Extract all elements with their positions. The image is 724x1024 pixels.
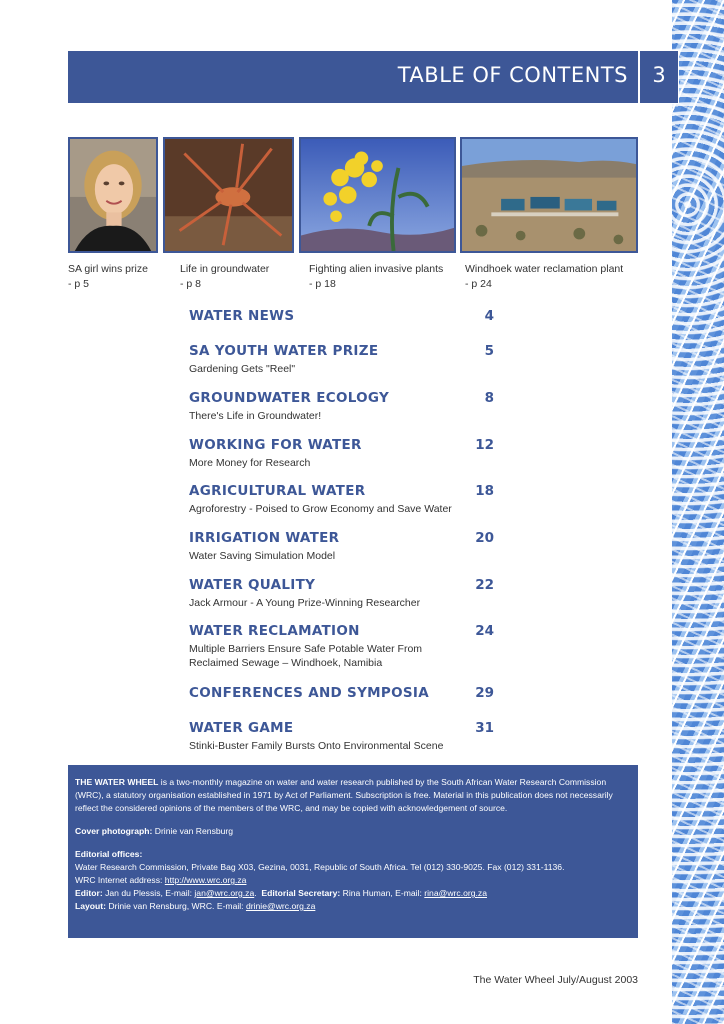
footer-issue: The Water Wheel July/August 2003 <box>473 974 638 986</box>
toc-entry[interactable] <box>189 530 494 563</box>
toc-entry[interactable] <box>189 437 494 470</box>
toc-subtitle: Multiple Barriers Ensure Safe Potable Water From Reclaimed Sewage – Windhoek, Namibia <box>189 643 423 669</box>
photo-caption: Life in groundwater - p 8 <box>180 263 270 290</box>
toc-entry[interactable] <box>189 390 494 423</box>
magazine-name: THE WATER WHEEL <box>75 777 159 787</box>
toc-title: WATER RECLAMATION <box>189 623 360 639</box>
toc-page: 31 <box>475 720 494 736</box>
internet-line: WRC Internet address: http://www.wrc.org.za <box>75 875 247 885</box>
toc-entry[interactable] <box>189 343 494 376</box>
toc-entry[interactable] <box>189 483 494 516</box>
toc-subtitle: Water Saving Simulation Model <box>189 550 336 562</box>
toc-subtitle: There's Life in Groundwater! <box>189 410 322 422</box>
toc-entry[interactable] <box>189 308 494 324</box>
toc-title: GROUNDWATER ECOLOGY <box>189 390 390 406</box>
cover-credit: Cover photograph: Drinie van Rensburg <box>75 826 234 836</box>
toc-page: 8 <box>484 390 494 406</box>
page-number-box <box>640 51 678 103</box>
offices-address: Water Research Commission, Private Bag X03, Gezina, 0031, Republic of South Africa. Tel (012) 330-9025. Fax (012) 331-1136. <box>75 862 565 872</box>
toc-entry[interactable] <box>189 720 494 753</box>
toc-subtitle: Gardening Gets "Reel" <box>189 363 296 375</box>
photo-invasive-plant <box>299 137 456 253</box>
header-bar <box>68 51 638 103</box>
toc-subtitle: Agroforestry - Poised to Grow Economy and Save Water <box>189 503 452 515</box>
photo-caption: SA girl wins prize - p 5 <box>68 263 148 290</box>
toc-page: 18 <box>475 483 494 499</box>
editor-line: Editor: Jan du Plessis, E-mail: jan@wrc.org.za. Editorial Secretary: Rina Human, E-mail: rina@wrc.org.za <box>75 888 487 898</box>
toc-subtitle: Jack Armour - A Young Prize-Winning Researcher <box>189 597 421 609</box>
editor-email-link[interactable]: jan@wrc.org.za <box>194 888 255 898</box>
photo-caption: Fighting alien invasive plants - p 18 <box>309 263 444 290</box>
water-texture-strip <box>672 0 724 1024</box>
toc-title: WATER NEWS <box>189 308 295 324</box>
toc-title: IRRIGATION WATER <box>189 530 340 546</box>
photo-windhoek-plant <box>460 137 638 253</box>
layout-email-link[interactable]: drinie@wrc.org.za <box>245 901 316 911</box>
toc-entry[interactable] <box>189 623 494 670</box>
toc-page: 12 <box>475 437 494 453</box>
toc-title: WATER QUALITY <box>189 577 316 593</box>
offices-label: Editorial offices: <box>75 849 143 859</box>
page-title: TABLE OF CONTENTS <box>397 63 628 87</box>
photo-groundwater-creature <box>163 137 294 253</box>
toc-page: 5 <box>484 343 494 359</box>
secretary-email-link[interactable]: rina@wrc.org.za <box>424 888 487 898</box>
layout-line: Layout: Drinie van Rensburg, WRC. E-mail: drinie@wrc.org.za <box>75 901 316 911</box>
publication-info-box <box>68 765 638 938</box>
toc-title: AGRICULTURAL WATER <box>189 483 366 499</box>
toc-page: 4 <box>484 308 494 324</box>
toc-subtitle: More Money for Research <box>189 457 311 469</box>
toc-title: WORKING FOR WATER <box>189 437 362 453</box>
toc-page: 24 <box>475 623 494 639</box>
toc-page: 29 <box>475 685 494 701</box>
page-number: 3 <box>652 63 666 87</box>
toc-title: CONFERENCES AND SYMPOSIA <box>189 685 429 701</box>
toc-page: 20 <box>475 530 494 546</box>
toc-entry[interactable] <box>189 685 494 701</box>
photo-girl <box>68 137 158 253</box>
toc-page: 22 <box>475 577 494 593</box>
toc-entry[interactable] <box>189 577 494 610</box>
photo-caption: Windhoek water reclamation plant - p 24 <box>465 263 624 290</box>
info-description: THE WATER WHEEL is a two-monthly magazine on water and water research published by the South African Water Research Commission (WRC), a statutory organisation established in 1971 by Act of Parliament. Subscription is free. Material in this publication does not necessarily reflect the considered opinions of the members of the WRC, and may be copied with acknowledgement of source. <box>75 777 613 813</box>
toc-title: SA YOUTH WATER PRIZE <box>189 343 379 359</box>
toc-subtitle: Stinki-Buster Family Bursts Onto Environmental Scene <box>189 740 444 752</box>
toc-title: WATER GAME <box>189 720 294 736</box>
website-link[interactable]: http://www.wrc.org.za <box>164 875 247 885</box>
